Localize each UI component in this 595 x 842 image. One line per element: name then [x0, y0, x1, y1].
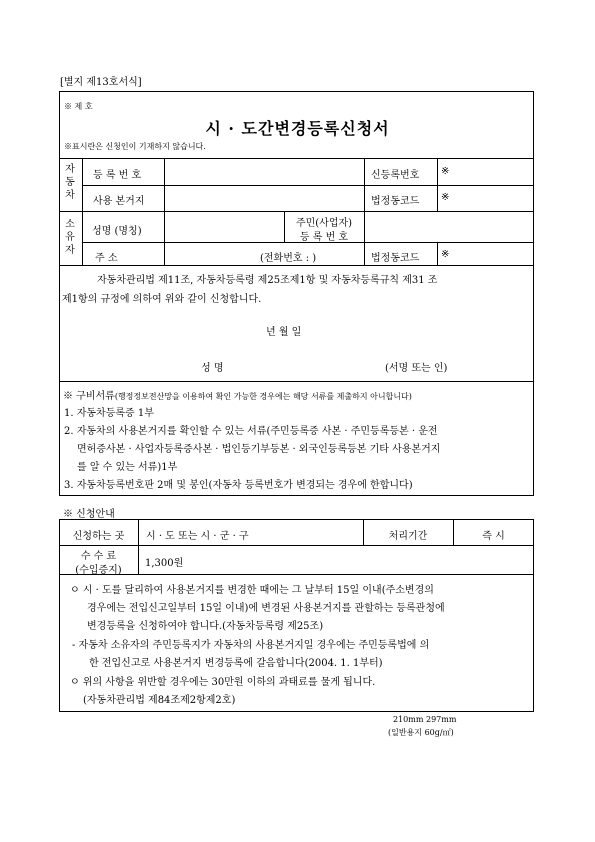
- owner-legal-code-mark: ※: [441, 249, 450, 260]
- paper-type: (일반용지 60g/㎡): [388, 728, 454, 737]
- owner-id-field[interactable]: [366, 213, 532, 241]
- where-value: 시 · 도 또는 시 · 군 · 구: [146, 531, 249, 542]
- period-label: 처리기간: [388, 531, 428, 542]
- vehicle-group-label: 자 동 차: [65, 164, 75, 201]
- document-item-2: 2. 자동차의 사용본거지를 확인할 수 있는 서류(주민등록증 사본 · 주민등록등본 · 운전: [64, 426, 438, 437]
- document-item-2-cont2: 를 알 수 있는 서류)1부: [77, 462, 178, 473]
- paper-size: 210mm 297mm: [393, 715, 457, 724]
- guide-heading: ※ 신청안내: [63, 509, 115, 520]
- owner-phone-label: (전화번호 : ): [260, 253, 317, 264]
- fee-value: 1,300원: [145, 558, 184, 569]
- guide-note-1: ㅇ 시 · 도를 달리하여 사용본거지를 변경한 때에는 그 날부터 15일 이내(주소변경의: [70, 585, 434, 596]
- owner-group-label: 소 유 자: [65, 219, 75, 256]
- signature-field[interactable]: [270, 355, 370, 373]
- form-note: ※표시란은 신청인이 기재하지 않습니다.: [64, 142, 206, 151]
- registration-number-field[interactable]: [166, 160, 362, 184]
- registration-number-label: 등 록 번 호: [93, 170, 142, 181]
- owner-id-label-line1: 주민(사업자): [295, 218, 353, 229]
- owner-id-label-line2: 등 록 번 호: [299, 232, 349, 243]
- signature-note: (서명 또는 인): [385, 363, 448, 374]
- fee-label: 수 수 료: [80, 551, 117, 562]
- declaration-line-1: 자동차관리법 제11조, 자동차등록령 제25조제1항 및 자동차등록규칙 제31 조: [97, 275, 438, 286]
- guide-note-2-cont: 한 전입신고로 사용본거지 변경등록에 갈음합니다(2004. 1. 1부터): [89, 658, 383, 669]
- period-value: 즉 시: [482, 531, 505, 542]
- guide-note-3: ㅇ 위의 사항을 위반할 경우에는 30만원 이하의 과태료를 물게 됩니다.: [70, 677, 376, 688]
- usage-location-label: 사용 본거지: [93, 196, 145, 207]
- owner-name-label: 성명 (명칭): [92, 226, 142, 237]
- receipt-number-label: ※ 제 호: [64, 102, 93, 111]
- guide-note-1-cont: 경우에는 전입신고일부터 15일 이내)에 변경된 사용본거지를 관할하는 등록관청에: [87, 603, 445, 614]
- owner-name-field[interactable]: [166, 213, 282, 241]
- document-item-2-cont: 면허증사본 · 사업자등록증사본 · 법인등기부등본 · 외국인등록등본 기타 사용본거지: [77, 444, 441, 455]
- application-date: 년 월 일: [266, 327, 302, 338]
- where-label: 신청하는 곳: [72, 531, 125, 542]
- guide-note-1-cont2: 변경등록을 신청하여야 합니다.(자동차등록령 제25조): [87, 621, 324, 632]
- signer-label: 성 명: [201, 363, 224, 374]
- vehicle-legal-code-mark: ※: [441, 192, 450, 203]
- fee-sub-label: (수입증지): [75, 565, 122, 576]
- form-number-label: [별지 제13호서식]: [60, 77, 142, 88]
- new-registration-label: 신등록번호: [371, 170, 420, 181]
- document-item-3: 3. 자동차등록번호판 2매 및 봉인(자동차 등록번호가 변경되는 경우에 한합니다): [64, 480, 413, 491]
- usage-location-field[interactable]: [166, 187, 362, 210]
- form-title: 시 · 도간변경등록신청서: [205, 119, 390, 138]
- new-registration-mark: ※: [441, 166, 450, 177]
- declaration-line-2: 제1항의 규정에 의하여 위와 같이 신청합니다.: [62, 294, 262, 305]
- owner-legal-code-label: 법정동코드: [371, 253, 420, 264]
- documents-heading: ※ 구비서류(행정정보전산망을 이용하여 확인 가능한 경우에는 해당 서류를 제출하지 아니합니다): [63, 391, 412, 402]
- owner-address-label: 주 소: [95, 253, 118, 264]
- guide-note-3-cont: (자동차관리법 제84조제2항제2호): [83, 695, 236, 706]
- guide-note-2: - 자동차 소유자의 주민등록지가 자동차의 사용본거지일 경우에는 주민등록법에 의: [72, 640, 430, 651]
- vehicle-legal-code-label: 법정동코드: [371, 196, 420, 207]
- document-item-1: 1. 자동차등록증 1부: [64, 408, 154, 419]
- documents-heading-note: (행정정보전산망을 이용하여 확인 가능한 경우에는 해당 서류를 제출하지 아니합니다): [114, 392, 412, 401]
